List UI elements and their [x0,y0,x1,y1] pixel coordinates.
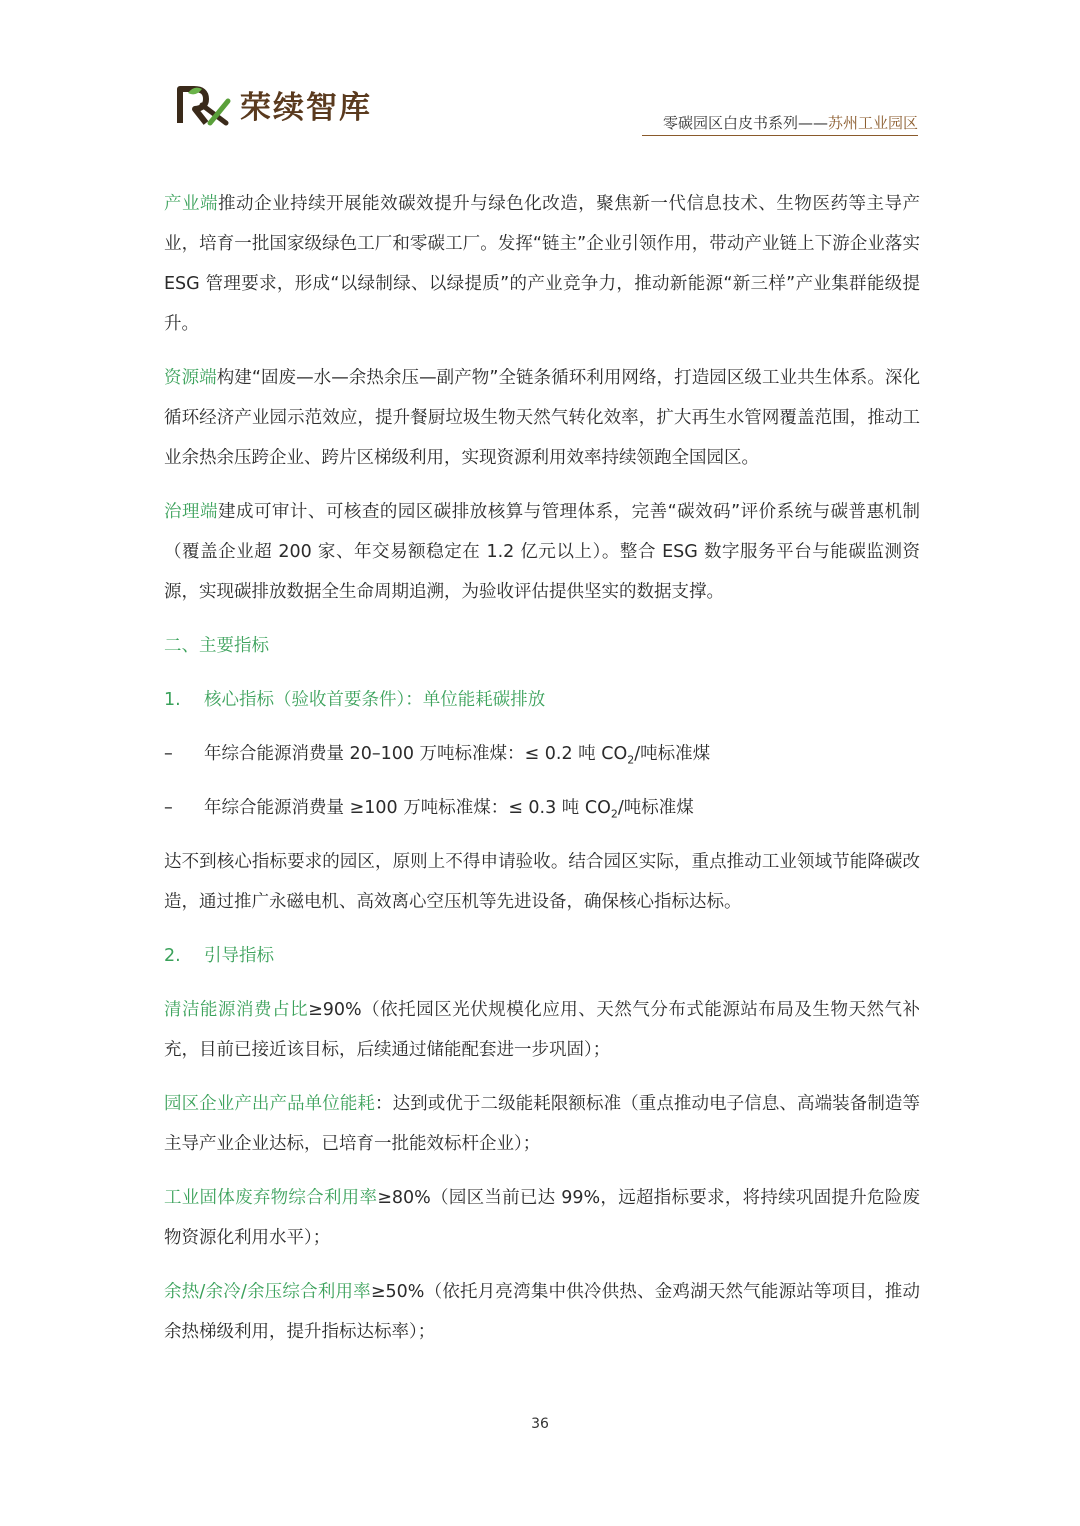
paragraph-text: ≥80%（园区当前已达 99%，远超指标要求，将持续巩固提升危险废物资源化利用水平）； [164,1188,920,1248]
paragraph-text: ≥90%（依托园区光伏规模化应用、天然气分布式能源站布局及生物天然气补充，目前已接近该目标，后续通过储能配套进一步巩固）； [164,1000,920,1060]
paragraph-text: 建成可审计、可核查的园区碳排放核算与管理体系，完善“碳效码”评价系统与碳普惠机制（覆盖企业超 200 家、年交易额稳定在 1.2 亿元以上）。整合 ESG 数字服务平台与能碳监测资源，实现碳排放数据全生命周期追溯，为验收评估提供坚实的数据支撑。 [164,502,921,602]
keyword-resource: 资源端 [164,368,217,388]
paragraph-industry [164,184,920,344]
bullet-dash: – [164,798,173,818]
series-prefix: 零碳园区白皮书系列—— [662,114,828,132]
paragraph-text: 推动企业持续开展能效碳效提升与绿色化改造，聚焦新一代信息技术、生物医药等主导产业，培育一批国家级绿色工厂和零碳工厂。发挥“链主”企业引领作用，带动产业链上下游企业落实 ESG 管理要求，形成“以绿制绿、以绿提质”的产业竞争力，推动新能源“新三样”产业集群能级提升。 [164,194,921,334]
list-item [164,788,920,828]
subheading-core-indicator [164,680,920,720]
list-item-text-after: /吨标准煤 [617,798,694,818]
list-item-text [204,788,694,828]
subscript: 2 [610,807,618,821]
series-highlight: 苏州工业园区 [827,114,918,132]
list-item-text [204,734,710,774]
paragraph-unit-energy [164,1084,920,1164]
paragraph-text: 构建“固废—水—余热余压—副产物”全链条循环利用网络，打造园区级工业共生体系。深化循环经济产业园示范效应，提升餐厨垃圾生物天然气转化效率，扩大再生水管网覆盖范围，推动工业余热余压跨企业、跨片区梯级利用，实现资源利用效率持续领跑全国园区。 [164,368,920,468]
brand-name: 荣续智库 [240,90,372,126]
subheading-number: 1. [164,690,181,710]
rx-logo-icon [176,83,232,127]
paragraph-clean-energy [164,990,920,1070]
keyword-unit-energy: 园区企业产出产品单位能耗 [164,1094,375,1114]
paragraph-text: ≥50%（依托月亮湾集中供冷供热、金鸡湖天然气能源站等项目，推动余热梯级利用，提升指标达标率）； [164,1282,920,1342]
subscript: 2 [627,753,635,767]
subheading-guidance-indicator [164,936,920,976]
subheading-number: 2. [164,946,181,966]
paragraph-governance [164,492,920,612]
page-number: 36 [531,1416,549,1432]
keyword-waste-heat: 余热/余冷/余压综合利用率 [164,1282,371,1302]
paragraph-resource [164,358,920,478]
series-title [663,112,918,133]
page-body [164,184,920,1366]
keyword-industry: 产业端 [164,194,219,214]
list-item [164,734,920,774]
subheading-text: 核心指标（验收首要条件）：单位能耗碳排放 [204,690,546,710]
brand-logo [176,82,372,127]
list-item-text-after: /吨标准煤 [634,744,711,764]
page-header [0,0,1080,150]
keyword-solid-waste: 工业固体废弃物综合利用率 [164,1188,378,1208]
keyword-clean-energy: 清洁能源消费占比 [164,1000,309,1020]
header-underline [642,135,918,136]
list-item-text-before: 年综合能源消费量 ≥100 万吨标准煤：≤ 0.3 吨 CO [204,798,611,818]
bullet-dash: – [164,744,173,764]
paragraph-text: ：达到或优于二级能耗限额标准（重点推动电子信息、高端装备制造等主导产业企业达标，已培育一批能效标杆企业）； [164,1094,920,1154]
paragraph-solid-waste [164,1178,920,1258]
section-heading-main-indicators: 二、主要指标 [164,636,269,656]
list-item-text-before: 年综合能源消费量 20–100 万吨标准煤：≤ 0.2 吨 CO [204,744,628,764]
subheading-text: 引导指标 [204,946,274,966]
keyword-governance: 治理端 [164,502,218,522]
paragraph-waste-heat [164,1272,920,1352]
paragraph-core-note: 达不到核心指标要求的园区，原则上不得申请验收。结合园区实际，重点推动工业领域节能降碳改造，通过推广永磁电机、高效离心空压机等先进设备，确保核心指标达标。 [164,852,920,912]
